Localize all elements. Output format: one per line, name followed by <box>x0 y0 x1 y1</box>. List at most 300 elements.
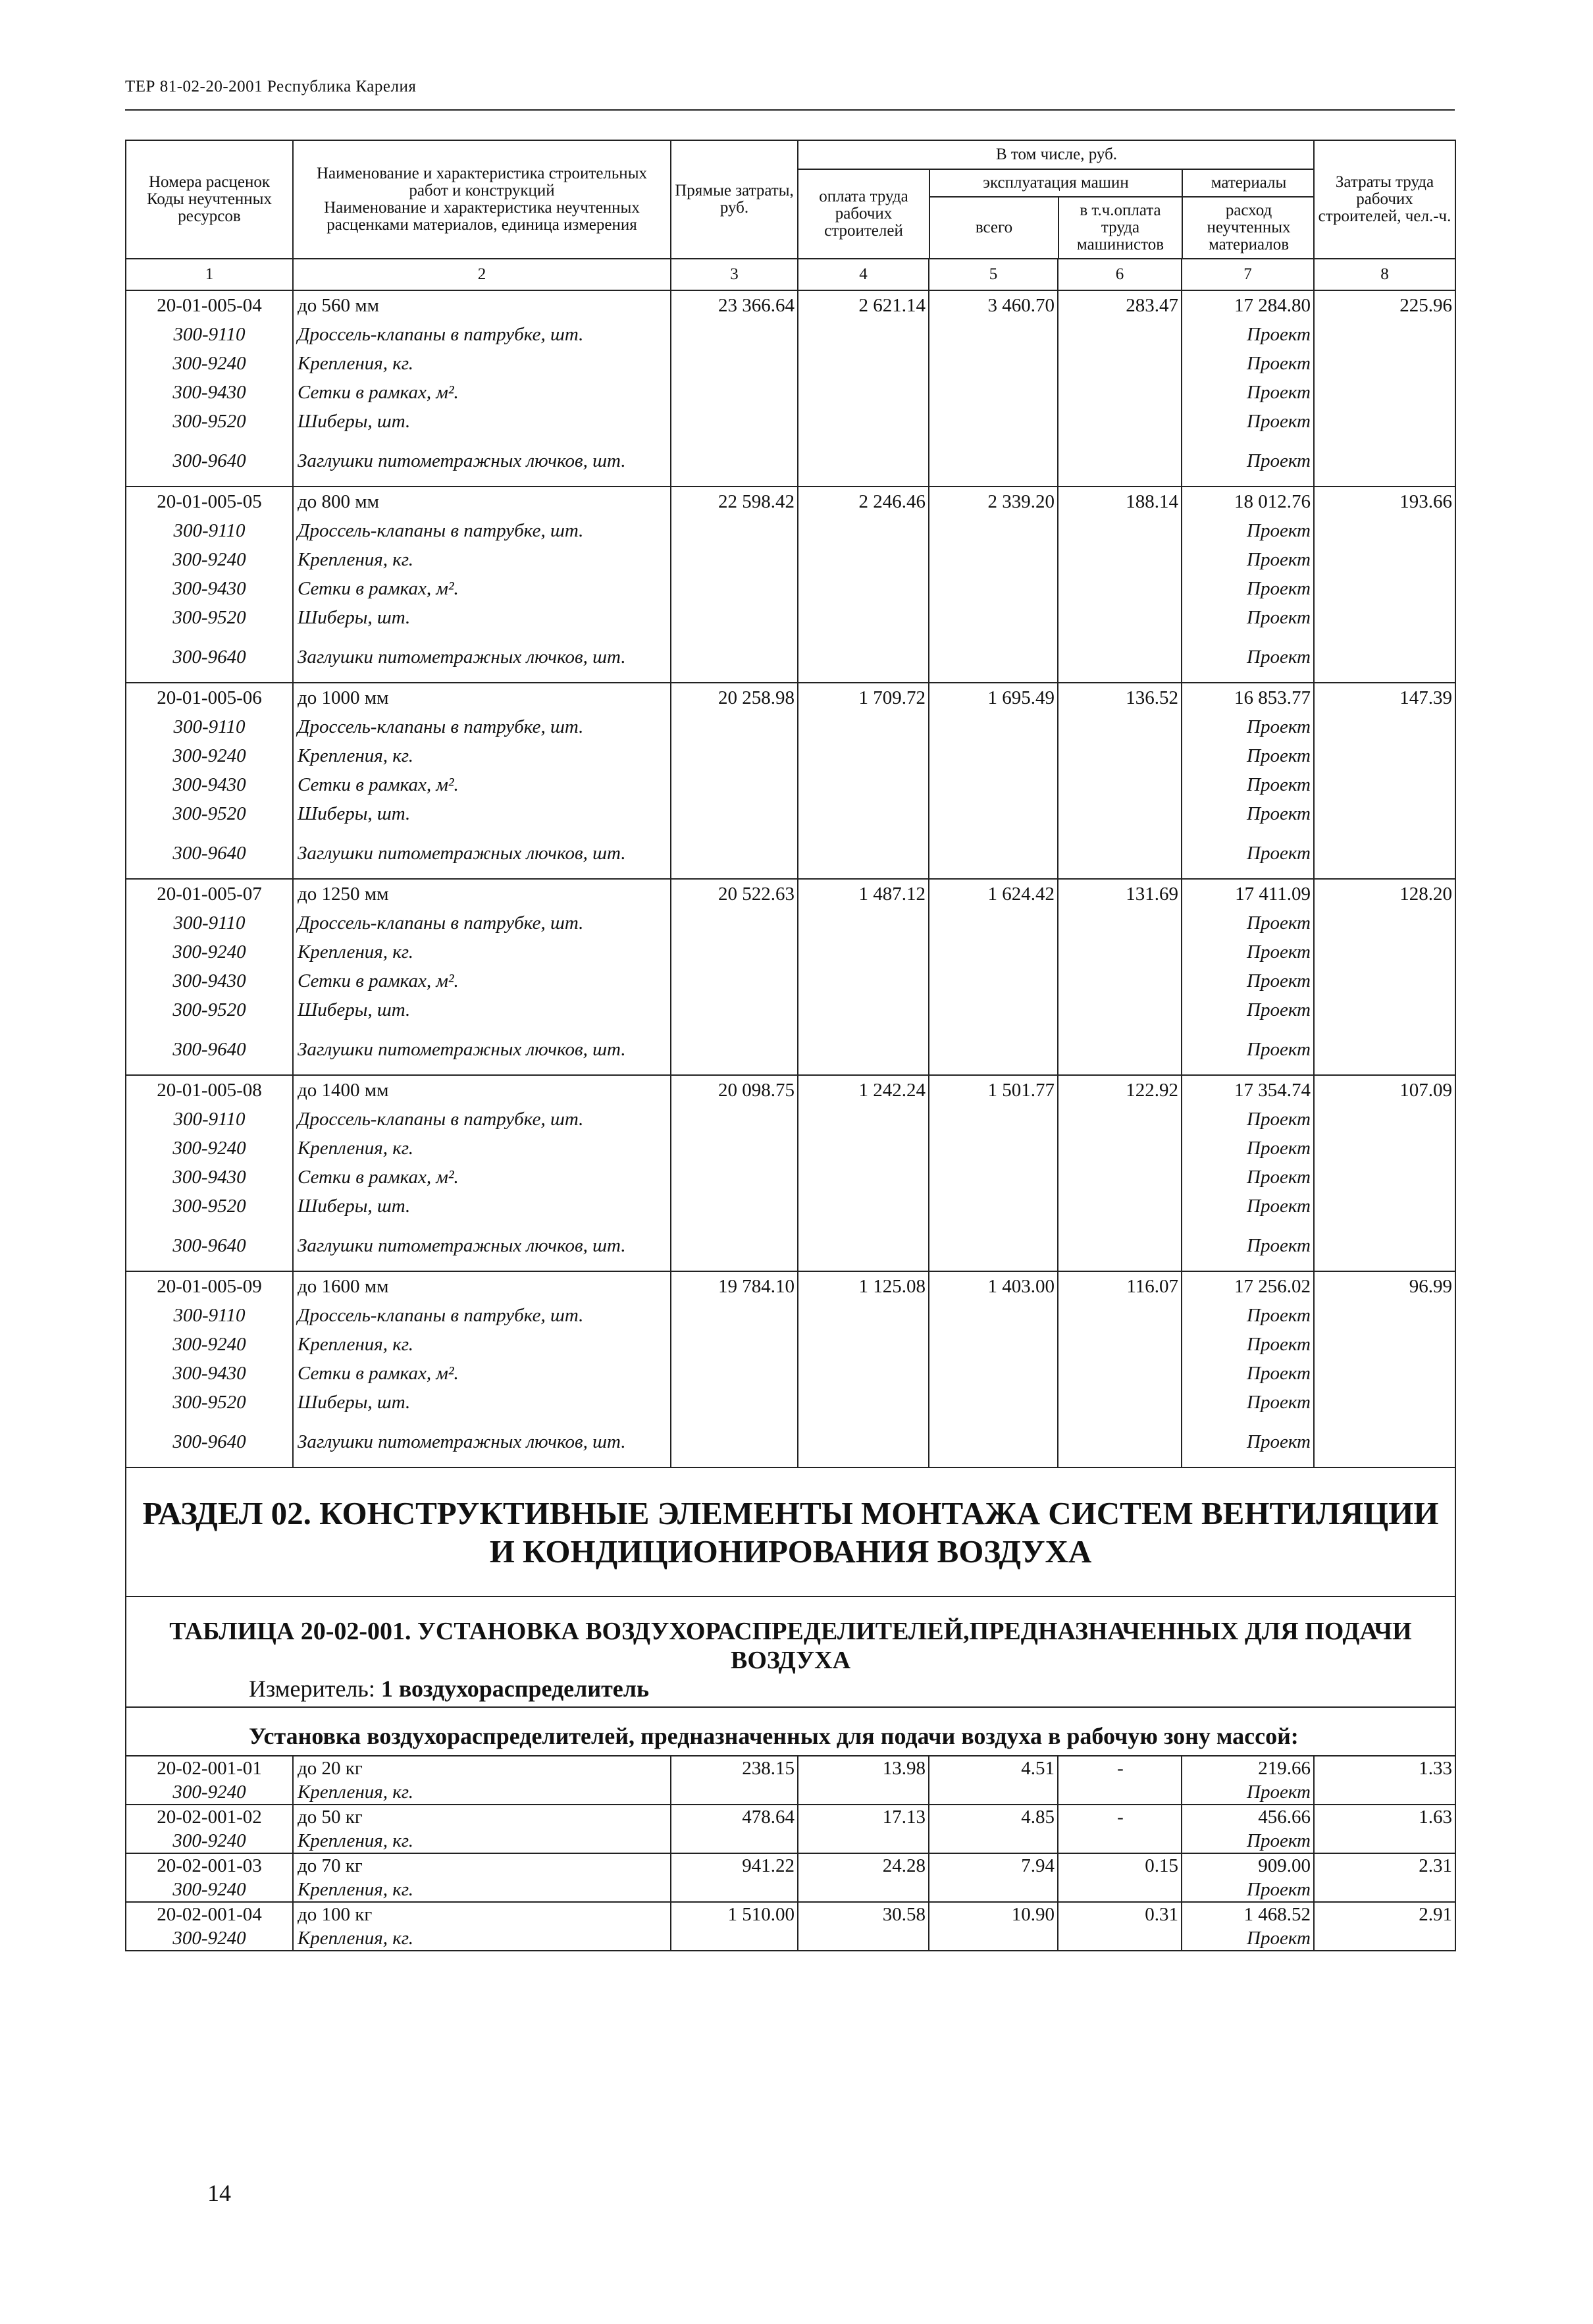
direct-cost: 1 510.00 <box>671 1902 798 1926</box>
section-block <box>126 1467 1455 1597</box>
resource-row <box>126 378 1455 407</box>
operators-cost: 116.07 <box>1058 1271 1182 1301</box>
resource-value: Проект <box>1182 378 1314 407</box>
empty-cell <box>671 741 798 770</box>
rate-name: до 1600 мм <box>293 1271 671 1301</box>
resource-code: 300-9430 <box>126 378 293 407</box>
empty-cell <box>671 1829 798 1853</box>
resource-code: 300-9430 <box>126 1163 293 1192</box>
empty-cell <box>1314 712 1455 741</box>
materials-cost: 1 468.52 <box>1182 1902 1314 1926</box>
resource-row <box>126 1417 1455 1467</box>
empty-cell <box>1314 828 1455 879</box>
empty-cell <box>1314 545 1455 574</box>
resource-value: Проект <box>1182 1163 1314 1192</box>
empty-cell <box>798 1878 929 1902</box>
resource-row <box>126 1024 1455 1075</box>
empty-cell <box>929 320 1058 349</box>
empty-cell <box>671 712 798 741</box>
resource-value: Проект <box>1182 1024 1314 1075</box>
direct-cost: 23 366.64 <box>671 290 798 320</box>
empty-cell <box>1058 320 1182 349</box>
rate-row <box>126 1271 1455 1301</box>
resource-value: Проект <box>1182 632 1314 683</box>
resource-row <box>126 1301 1455 1330</box>
resource-code: 300-9520 <box>126 1388 293 1417</box>
col-number: 7 <box>1182 259 1314 290</box>
empty-cell <box>798 770 929 799</box>
rate-code: 20-02-001-04 <box>126 1902 293 1926</box>
resource-value: Проект <box>1182 349 1314 378</box>
rate-name: до 20 кг <box>293 1756 671 1780</box>
materials-cost: 18 012.76 <box>1182 487 1314 516</box>
empty-cell <box>929 436 1058 487</box>
materials-cost: 17 284.80 <box>1182 290 1314 320</box>
empty-cell <box>1058 1024 1182 1075</box>
materials-cost: 219.66 <box>1182 1756 1314 1780</box>
resource-row <box>126 1359 1455 1388</box>
empty-cell <box>929 603 1058 632</box>
empty-cell <box>1314 1388 1455 1417</box>
resource-value: Проект <box>1182 909 1314 938</box>
empty-cell <box>798 436 929 487</box>
empty-cell <box>929 1192 1058 1221</box>
empty-cell <box>929 1221 1058 1271</box>
labor-hours: 147.39 <box>1314 683 1455 712</box>
empty-cell <box>671 799 798 828</box>
resource-code: 300-9240 <box>126 1134 293 1163</box>
empty-cell <box>1058 1359 1182 1388</box>
rate-row <box>126 487 1455 516</box>
operators-cost: 122.92 <box>1058 1075 1182 1105</box>
resource-name: Крепления, кг. <box>293 1878 671 1902</box>
resource-value: Проект <box>1182 407 1314 436</box>
empty-cell <box>1314 516 1455 545</box>
header-group-title: В том числе, руб. <box>798 141 1314 169</box>
measure-value: 1 воздухораспределитель <box>380 1676 649 1702</box>
labor-cost: 17.13 <box>798 1805 929 1829</box>
empty-cell <box>671 632 798 683</box>
empty-cell <box>798 1330 929 1359</box>
resource-row <box>126 1105 1455 1134</box>
resource-value: Проект <box>1182 320 1314 349</box>
resource-code: 300-9110 <box>126 1105 293 1134</box>
empty-cell <box>798 632 929 683</box>
group-title: Установка воздухораспределителей, предназначенных для подачи воздуха в рабочую зону массой: <box>249 1723 1299 1749</box>
empty-cell <box>1058 1163 1182 1192</box>
empty-cell <box>929 799 1058 828</box>
resource-row <box>126 828 1455 879</box>
resource-name: Сетки в рамках, м². <box>293 378 671 407</box>
resource-name: Крепления, кг. <box>293 1134 671 1163</box>
resource-name: Дроссель-клапаны в патрубке, шт. <box>293 712 671 741</box>
empty-cell <box>929 966 1058 995</box>
labor-hours: 225.96 <box>1314 290 1455 320</box>
empty-cell <box>929 1301 1058 1330</box>
resource-value: Проект <box>1182 1192 1314 1221</box>
resource-row <box>126 407 1455 436</box>
header-names: Наименование и характеристика строительных работ и конструкций Наименование и характеристика неучтенных расценками материалов, единица измерения <box>293 140 671 259</box>
empty-cell <box>1058 378 1182 407</box>
empty-cell <box>798 1359 929 1388</box>
resource-value: Проект <box>1182 574 1314 603</box>
empty-cell <box>1314 603 1455 632</box>
labor-cost: 2 246.46 <box>798 487 929 516</box>
labor-hours: 2.91 <box>1314 1902 1455 1926</box>
empty-cell <box>929 632 1058 683</box>
rate-name: до 1000 мм <box>293 683 671 712</box>
resource-value: Проект <box>1182 1359 1314 1388</box>
empty-cell <box>1058 828 1182 879</box>
resource-name: Крепления, кг. <box>293 545 671 574</box>
labor-hours: 193.66 <box>1314 487 1455 516</box>
empty-cell <box>1058 909 1182 938</box>
resource-row <box>126 938 1455 966</box>
empty-cell <box>929 1163 1058 1192</box>
empty-cell <box>1314 1926 1455 1951</box>
empty-cell <box>798 516 929 545</box>
resource-code: 300-9430 <box>126 574 293 603</box>
resource-name: Крепления, кг. <box>293 938 671 966</box>
labor-hours: 107.09 <box>1314 1075 1455 1105</box>
measure-line <box>130 1676 1451 1706</box>
group-title-block <box>126 1707 1455 1756</box>
header-operators: в т.ч.оплата труда машинистов <box>1058 197 1182 258</box>
empty-cell <box>798 1926 929 1951</box>
empty-cell <box>671 516 798 545</box>
rate-code: 20-01-005-09 <box>126 1271 293 1301</box>
resource-code: 300-9430 <box>126 770 293 799</box>
empty-cell <box>1314 1163 1455 1192</box>
rate-row <box>126 1756 1455 1780</box>
empty-cell <box>929 828 1058 879</box>
empty-cell <box>798 909 929 938</box>
empty-cell <box>671 349 798 378</box>
labor-cost: 1 709.72 <box>798 683 929 712</box>
resource-code: 300-9640 <box>126 1417 293 1467</box>
resource-code: 300-9640 <box>126 632 293 683</box>
resource-code: 300-9110 <box>126 516 293 545</box>
empty-cell <box>1058 1221 1182 1271</box>
empty-cell <box>1058 407 1182 436</box>
empty-cell <box>798 1388 929 1417</box>
operators-cost: 0.31 <box>1058 1902 1182 1926</box>
resource-code: 300-9520 <box>126 995 293 1024</box>
labor-hours: 2.31 <box>1314 1853 1455 1878</box>
empty-cell <box>1058 1192 1182 1221</box>
empty-cell <box>798 828 929 879</box>
resource-value: Проект <box>1182 741 1314 770</box>
resource-row <box>126 995 1455 1024</box>
labor-cost: 1 125.08 <box>798 1271 929 1301</box>
resource-code: 300-9240 <box>126 741 293 770</box>
rate-name: до 1400 мм <box>293 1075 671 1105</box>
header-hours: Затраты труда рабочих строителей, чел.-ч. <box>1314 140 1455 259</box>
resource-value: Проект <box>1182 770 1314 799</box>
empty-cell <box>1314 966 1455 995</box>
empty-cell <box>1314 1829 1455 1853</box>
resource-row <box>126 1192 1455 1221</box>
empty-cell <box>1314 407 1455 436</box>
measure-label: Измеритель: <box>249 1676 375 1702</box>
resource-row <box>126 1134 1455 1163</box>
table-title: ТАБЛИЦА 20-02-001. УСТАНОВКА ВОЗДУХОРАСПРЕДЕЛИТЕЛЕЙ,ПРЕДНАЗНАЧЕННЫХ ДЛЯ ПОДАЧИ ВОЗДУХА <box>169 1618 1412 1674</box>
resource-name: Шиберы, шт. <box>293 407 671 436</box>
rate-code: 20-01-005-07 <box>126 879 293 909</box>
empty-cell <box>1314 1359 1455 1388</box>
resource-code: 300-9240 <box>126 1878 293 1902</box>
resource-row <box>126 1926 1455 1951</box>
empty-cell <box>1314 1024 1455 1075</box>
empty-cell <box>671 1105 798 1134</box>
rate-row <box>126 1853 1455 1878</box>
empty-cell <box>1314 938 1455 966</box>
resource-value: Проект <box>1182 603 1314 632</box>
rate-name: до 50 кг <box>293 1805 671 1829</box>
direct-cost: 941.22 <box>671 1853 798 1878</box>
rate-code: 20-01-005-06 <box>126 683 293 712</box>
resource-name: Заглушки питометражных лючков, шт. <box>293 828 671 879</box>
empty-cell <box>929 1878 1058 1902</box>
resource-code: 300-9640 <box>126 436 293 487</box>
resource-value: Проект <box>1182 712 1314 741</box>
empty-cell <box>671 1359 798 1388</box>
empty-cell <box>929 574 1058 603</box>
empty-cell <box>798 1163 929 1192</box>
empty-cell <box>1314 1105 1455 1134</box>
resource-value: Проект <box>1182 436 1314 487</box>
empty-cell <box>1058 1417 1182 1467</box>
materials-cost: 456.66 <box>1182 1805 1314 1829</box>
empty-cell <box>671 436 798 487</box>
empty-cell <box>1058 632 1182 683</box>
empty-cell <box>671 995 798 1024</box>
empty-cell <box>671 1417 798 1467</box>
empty-cell <box>1058 1134 1182 1163</box>
empty-cell <box>798 1829 929 1853</box>
labor-hours: 128.20 <box>1314 879 1455 909</box>
resource-row <box>126 770 1455 799</box>
empty-cell <box>798 574 929 603</box>
resource-name: Сетки в рамках, м². <box>293 574 671 603</box>
resource-code: 300-9240 <box>126 938 293 966</box>
resource-code: 300-9110 <box>126 909 293 938</box>
operators-cost: 283.47 <box>1058 290 1182 320</box>
empty-cell <box>1314 378 1455 407</box>
empty-cell <box>1058 516 1182 545</box>
resource-name: Шиберы, шт. <box>293 995 671 1024</box>
empty-cell <box>1058 1105 1182 1134</box>
resource-value: Проект <box>1182 545 1314 574</box>
col-number: 1 <box>126 259 293 290</box>
labor-hours: 1.33 <box>1314 1756 1455 1780</box>
col-number: 3 <box>671 259 798 290</box>
resource-name: Заглушки питометражных лючков, шт. <box>293 1024 671 1075</box>
empty-cell <box>1314 770 1455 799</box>
resource-name: Заглушки питометражных лючков, шт. <box>293 1417 671 1467</box>
resource-name: Шиберы, шт. <box>293 1192 671 1221</box>
empty-cell <box>1058 995 1182 1024</box>
direct-cost: 20 098.75 <box>671 1075 798 1105</box>
empty-cell <box>929 1780 1058 1805</box>
empty-cell <box>671 1192 798 1221</box>
labor-cost: 30.58 <box>798 1902 929 1926</box>
resource-row <box>126 909 1455 938</box>
resource-code: 300-9240 <box>126 545 293 574</box>
machines-cost: 1 695.49 <box>929 683 1058 712</box>
resource-name: Сетки в рамках, м². <box>293 770 671 799</box>
empty-cell <box>1058 938 1182 966</box>
empty-cell <box>1058 741 1182 770</box>
resource-row <box>126 320 1455 349</box>
resource-name: Дроссель-клапаны в патрубке, шт. <box>293 320 671 349</box>
labor-cost: 13.98 <box>798 1756 929 1780</box>
empty-cell <box>798 1024 929 1075</box>
empty-cell <box>671 1878 798 1902</box>
labor-cost: 2 621.14 <box>798 290 929 320</box>
resource-row <box>126 436 1455 487</box>
empty-cell <box>1314 1417 1455 1467</box>
empty-cell <box>798 407 929 436</box>
empty-cell <box>929 545 1058 574</box>
labor-cost: 1 242.24 <box>798 1075 929 1105</box>
empty-cell <box>798 349 929 378</box>
header-direct: Прямые затраты, руб. <box>671 140 798 259</box>
rate-row <box>126 1805 1455 1829</box>
header-labor: оплата труда рабочих строителей <box>798 169 929 258</box>
empty-cell <box>1058 349 1182 378</box>
empty-cell <box>671 1024 798 1075</box>
col-number: 8 <box>1314 259 1455 290</box>
resource-value: Проект <box>1182 1134 1314 1163</box>
empty-cell <box>671 1330 798 1359</box>
empty-cell <box>671 378 798 407</box>
rate-row <box>126 290 1455 320</box>
resource-name: Сетки в рамках, м². <box>293 1163 671 1192</box>
col-number: 5 <box>929 259 1058 290</box>
resource-code: 300-9240 <box>126 1780 293 1805</box>
empty-cell <box>798 378 929 407</box>
resource-code: 300-9640 <box>126 1221 293 1271</box>
resource-value: Проект <box>1182 1301 1314 1330</box>
resource-value: Проект <box>1182 1829 1314 1853</box>
materials-cost: 17 256.02 <box>1182 1271 1314 1301</box>
empty-cell <box>1314 1192 1455 1221</box>
empty-cell <box>1058 603 1182 632</box>
resource-value: Проект <box>1182 828 1314 879</box>
machines-cost: 1 403.00 <box>929 1271 1058 1301</box>
resource-name: Крепления, кг. <box>293 1780 671 1805</box>
resource-row <box>126 574 1455 603</box>
empty-cell <box>929 1134 1058 1163</box>
resource-code: 300-9430 <box>126 966 293 995</box>
resource-value: Проект <box>1182 1878 1314 1902</box>
direct-cost: 19 784.10 <box>671 1271 798 1301</box>
empty-cell <box>1058 574 1182 603</box>
empty-cell <box>929 995 1058 1024</box>
empty-cell <box>671 1221 798 1271</box>
empty-cell <box>798 545 929 574</box>
header-rule <box>125 109 1455 111</box>
machines-cost: 3 460.70 <box>929 290 1058 320</box>
operators-cost: 188.14 <box>1058 487 1182 516</box>
empty-cell <box>798 799 929 828</box>
rate-row <box>126 879 1455 909</box>
empty-cell <box>1314 799 1455 828</box>
empty-cell <box>1058 1301 1182 1330</box>
resource-name: Шиберы, шт. <box>293 603 671 632</box>
empty-cell <box>798 1780 929 1805</box>
empty-cell <box>798 712 929 741</box>
empty-cell <box>1314 349 1455 378</box>
direct-cost: 20 522.63 <box>671 879 798 909</box>
resource-value: Проект <box>1182 1780 1314 1805</box>
empty-cell <box>1314 909 1455 938</box>
table-title-block <box>126 1597 1455 1707</box>
empty-cell <box>798 1301 929 1330</box>
empty-cell <box>671 1163 798 1192</box>
labor-cost: 1 487.12 <box>798 879 929 909</box>
resource-row <box>126 1221 1455 1271</box>
page-header: ТЕР 81-02-20-2001 Республика Карелия <box>125 78 417 95</box>
header-codes: Номера расценок Коды неучтенных ресурсов <box>126 140 293 259</box>
empty-cell <box>929 938 1058 966</box>
rate-code: 20-02-001-02 <box>126 1805 293 1829</box>
empty-cell <box>1314 436 1455 487</box>
labor-hours: 1.63 <box>1314 1805 1455 1829</box>
rate-name: до 70 кг <box>293 1853 671 1878</box>
resource-value: Проект <box>1182 1330 1314 1359</box>
empty-cell <box>929 741 1058 770</box>
resource-code: 300-9110 <box>126 1301 293 1330</box>
materials-cost: 17 411.09 <box>1182 879 1314 909</box>
rate-name: до 800 мм <box>293 487 671 516</box>
empty-cell <box>1058 1780 1182 1805</box>
empty-cell <box>929 378 1058 407</box>
resource-code: 300-9240 <box>126 1926 293 1951</box>
empty-cell <box>671 407 798 436</box>
resource-code: 300-9240 <box>126 1330 293 1359</box>
empty-cell <box>798 320 929 349</box>
resource-value: Проект <box>1182 1105 1314 1134</box>
rate-row <box>126 1902 1455 1926</box>
resource-code: 300-9520 <box>126 407 293 436</box>
empty-cell <box>671 909 798 938</box>
resource-name: Крепления, кг. <box>293 741 671 770</box>
empty-cell <box>929 1024 1058 1075</box>
empty-cell <box>798 1192 929 1221</box>
empty-cell <box>929 516 1058 545</box>
operators-cost: 0.15 <box>1058 1853 1182 1878</box>
resource-name: Дроссель-клапаны в патрубке, шт. <box>293 1105 671 1134</box>
rate-name: до 560 мм <box>293 290 671 320</box>
col-number: 2 <box>293 259 671 290</box>
empty-cell <box>671 1388 798 1417</box>
rate-code: 20-02-001-01 <box>126 1756 293 1780</box>
resource-row <box>126 1330 1455 1359</box>
empty-cell <box>929 1388 1058 1417</box>
header-unaccounted: расход неучтенных материалов <box>1207 201 1291 253</box>
page-number: 14 <box>207 2180 231 2206</box>
empty-cell <box>1314 1134 1455 1163</box>
materials-cost: 17 354.74 <box>1182 1075 1314 1105</box>
materials-cost: 16 853.77 <box>1182 683 1314 712</box>
resource-name: Дроссель-клапаны в патрубке, шт. <box>293 516 671 545</box>
empty-cell <box>1058 1330 1182 1359</box>
operators-cost: - <box>1058 1756 1182 1780</box>
empty-cell <box>929 407 1058 436</box>
direct-cost: 22 598.42 <box>671 487 798 516</box>
